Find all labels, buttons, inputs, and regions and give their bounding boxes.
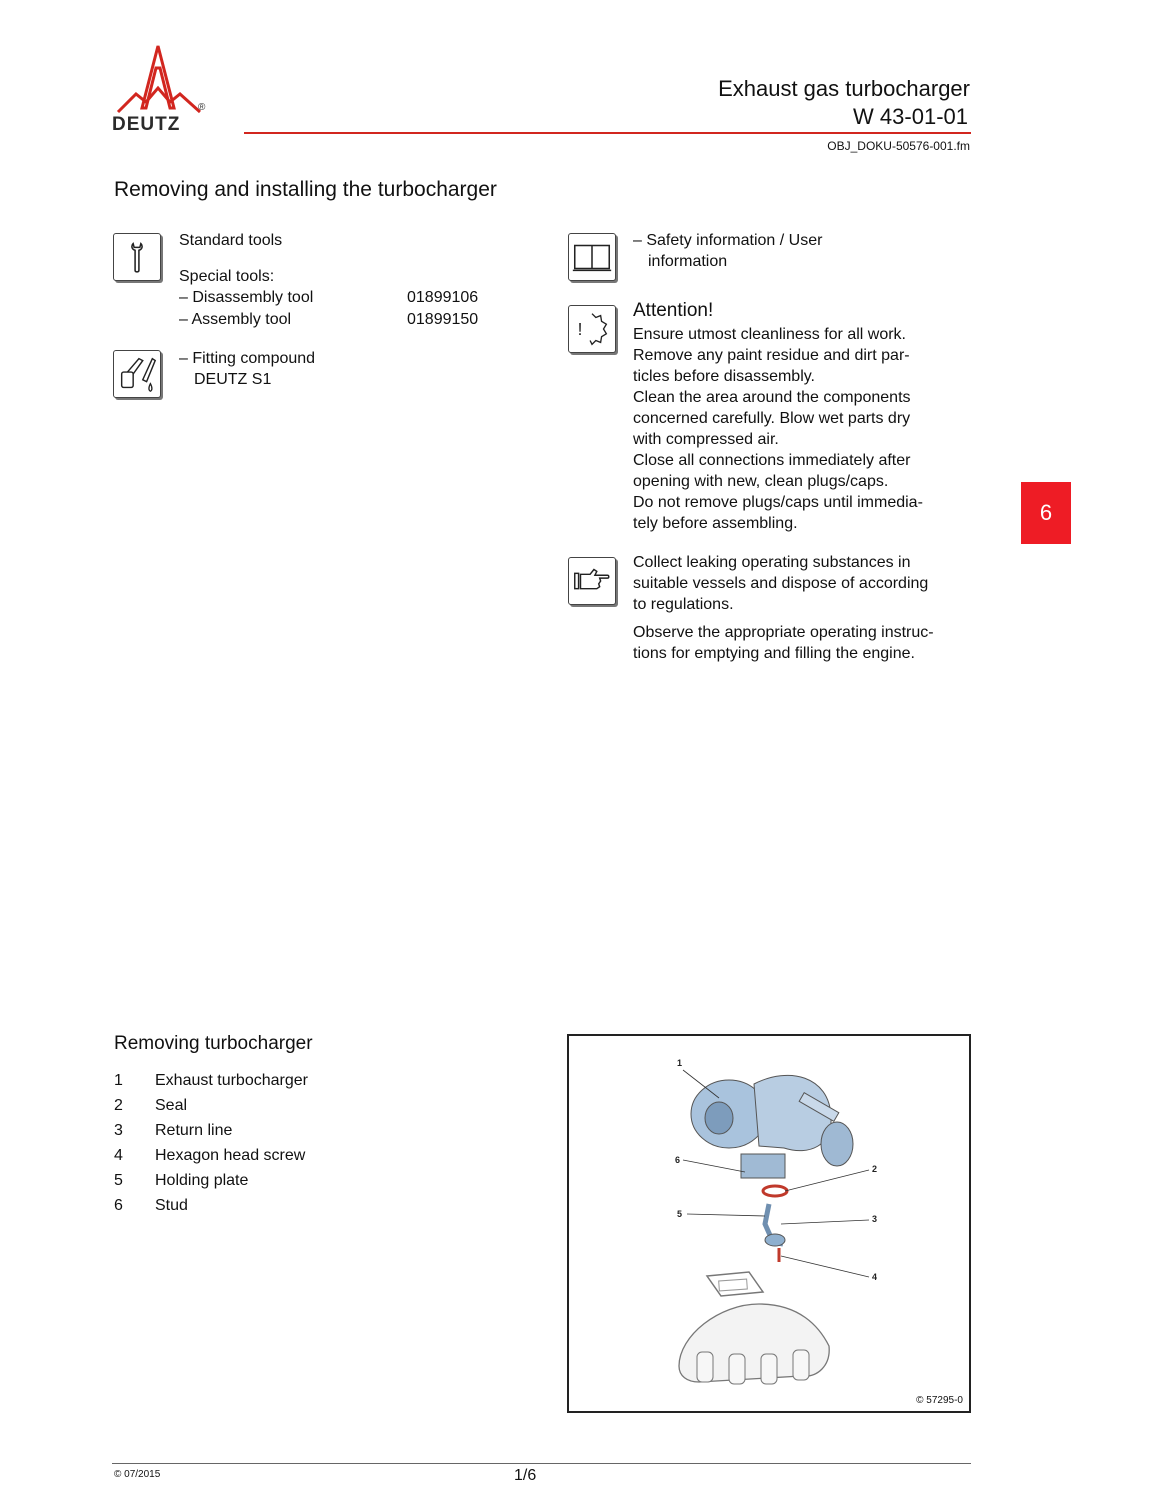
header-divider [244, 132, 971, 134]
turbocharger-figure [567, 1034, 971, 1413]
legend-number: 4 [114, 1147, 123, 1164]
callout-6: 6 [675, 1155, 681, 1165]
observe-line: Observe the appropriate operating instruc- [633, 624, 934, 641]
footer-date: © 07/2015 [114, 1469, 161, 1480]
attention-gear-icon [568, 305, 616, 353]
attention-line: ticles before disassembly. [633, 368, 815, 385]
pointing-hand-icon [568, 557, 616, 605]
section-title: Removing and installing the turbocharger [114, 178, 497, 201]
observe-text [633, 622, 934, 664]
attention-line: Clean the area around the components [633, 389, 911, 406]
legend-number: 5 [114, 1172, 123, 1189]
special-tool-name: – Assembly tool [179, 311, 292, 328]
observe-line: tions for emptying and filling the engine. [633, 645, 915, 662]
wrench-icon [113, 233, 161, 281]
deutz-logo-icon [112, 44, 208, 114]
safety-info-line: – Safety information / User [633, 232, 823, 249]
legend-number: 3 [114, 1122, 123, 1139]
attention-text [633, 324, 923, 534]
figure-code: © 57295-0 [916, 1395, 963, 1406]
note-text [633, 552, 928, 615]
attention-line: Ensure utmost cleanliness for all work. [633, 326, 906, 343]
callout-4: 4 [872, 1272, 878, 1282]
note-line: suitable vessels and dispose of according [633, 575, 929, 592]
legend-number: 2 [114, 1097, 123, 1114]
note-line: to regulations. [633, 596, 734, 613]
file-name: OBJ_DOKU-50576-001.fm [827, 139, 970, 153]
note-line: Collect leaking operating substances in [633, 554, 911, 571]
fitting-compound-product: DEUTZ S1 [194, 371, 272, 388]
attention-line: with compressed air. [633, 431, 779, 448]
legend-number: 6 [114, 1197, 123, 1214]
legend-label: Stud [155, 1197, 188, 1214]
legend-label: Seal [155, 1097, 188, 1114]
brand-name: DEUTZ [112, 114, 181, 135]
page-number: 1/6 [514, 1467, 537, 1484]
book-icon [568, 233, 616, 281]
removing-title: Removing turbocharger [114, 1033, 313, 1054]
special-tool-number: 01899150 [407, 311, 479, 328]
registered-mark: ® [198, 102, 206, 113]
callout-3: 3 [872, 1214, 878, 1224]
attention-line: Close all connections immediately after [633, 452, 911, 469]
chapter-tab[interactable] [1021, 482, 1071, 544]
doc-title: Exhaust gas turbocharger [718, 76, 970, 101]
turbocharger-illustration [569, 1036, 969, 1411]
fitting-compound-icon [113, 350, 161, 398]
standard-tools-label: Standard tools [179, 232, 283, 249]
doc-number: W 43-01-01 [853, 104, 968, 129]
special-tool-number: 01899106 [407, 289, 479, 306]
legend-label: Holding plate [155, 1172, 249, 1189]
attention-line: Do not remove plugs/caps until immedia- [633, 494, 923, 511]
legend-label: Exhaust turbocharger [155, 1072, 308, 1089]
fitting-compound-line: – Fitting compound [179, 350, 316, 367]
deutz-logo [112, 44, 208, 136]
legend-number: 1 [114, 1072, 123, 1089]
attention-line: tely before assembling. [633, 515, 798, 532]
callout-1: 1 [677, 1058, 683, 1068]
footer-divider [112, 1463, 971, 1464]
safety-info-line: information [648, 253, 728, 270]
attention-line: Remove any paint residue and dirt par- [633, 347, 910, 364]
legend-label: Return line [155, 1122, 233, 1139]
attention-line: concerned carefully. Blow wet parts dry [633, 410, 911, 427]
special-tools-heading: Special tools: [179, 268, 275, 285]
special-tool-name: – Disassembly tool [179, 289, 314, 306]
attention-title: Attention! [633, 300, 714, 321]
chapter-tab-label: 6 [1039, 500, 1053, 525]
callout-2: 2 [872, 1164, 878, 1174]
attention-line: opening with new, clean plugs/caps. [633, 473, 889, 490]
svg-text:!: ! [577, 318, 583, 339]
callout-5: 5 [677, 1209, 683, 1219]
legend-label: Hexagon head screw [155, 1147, 306, 1164]
